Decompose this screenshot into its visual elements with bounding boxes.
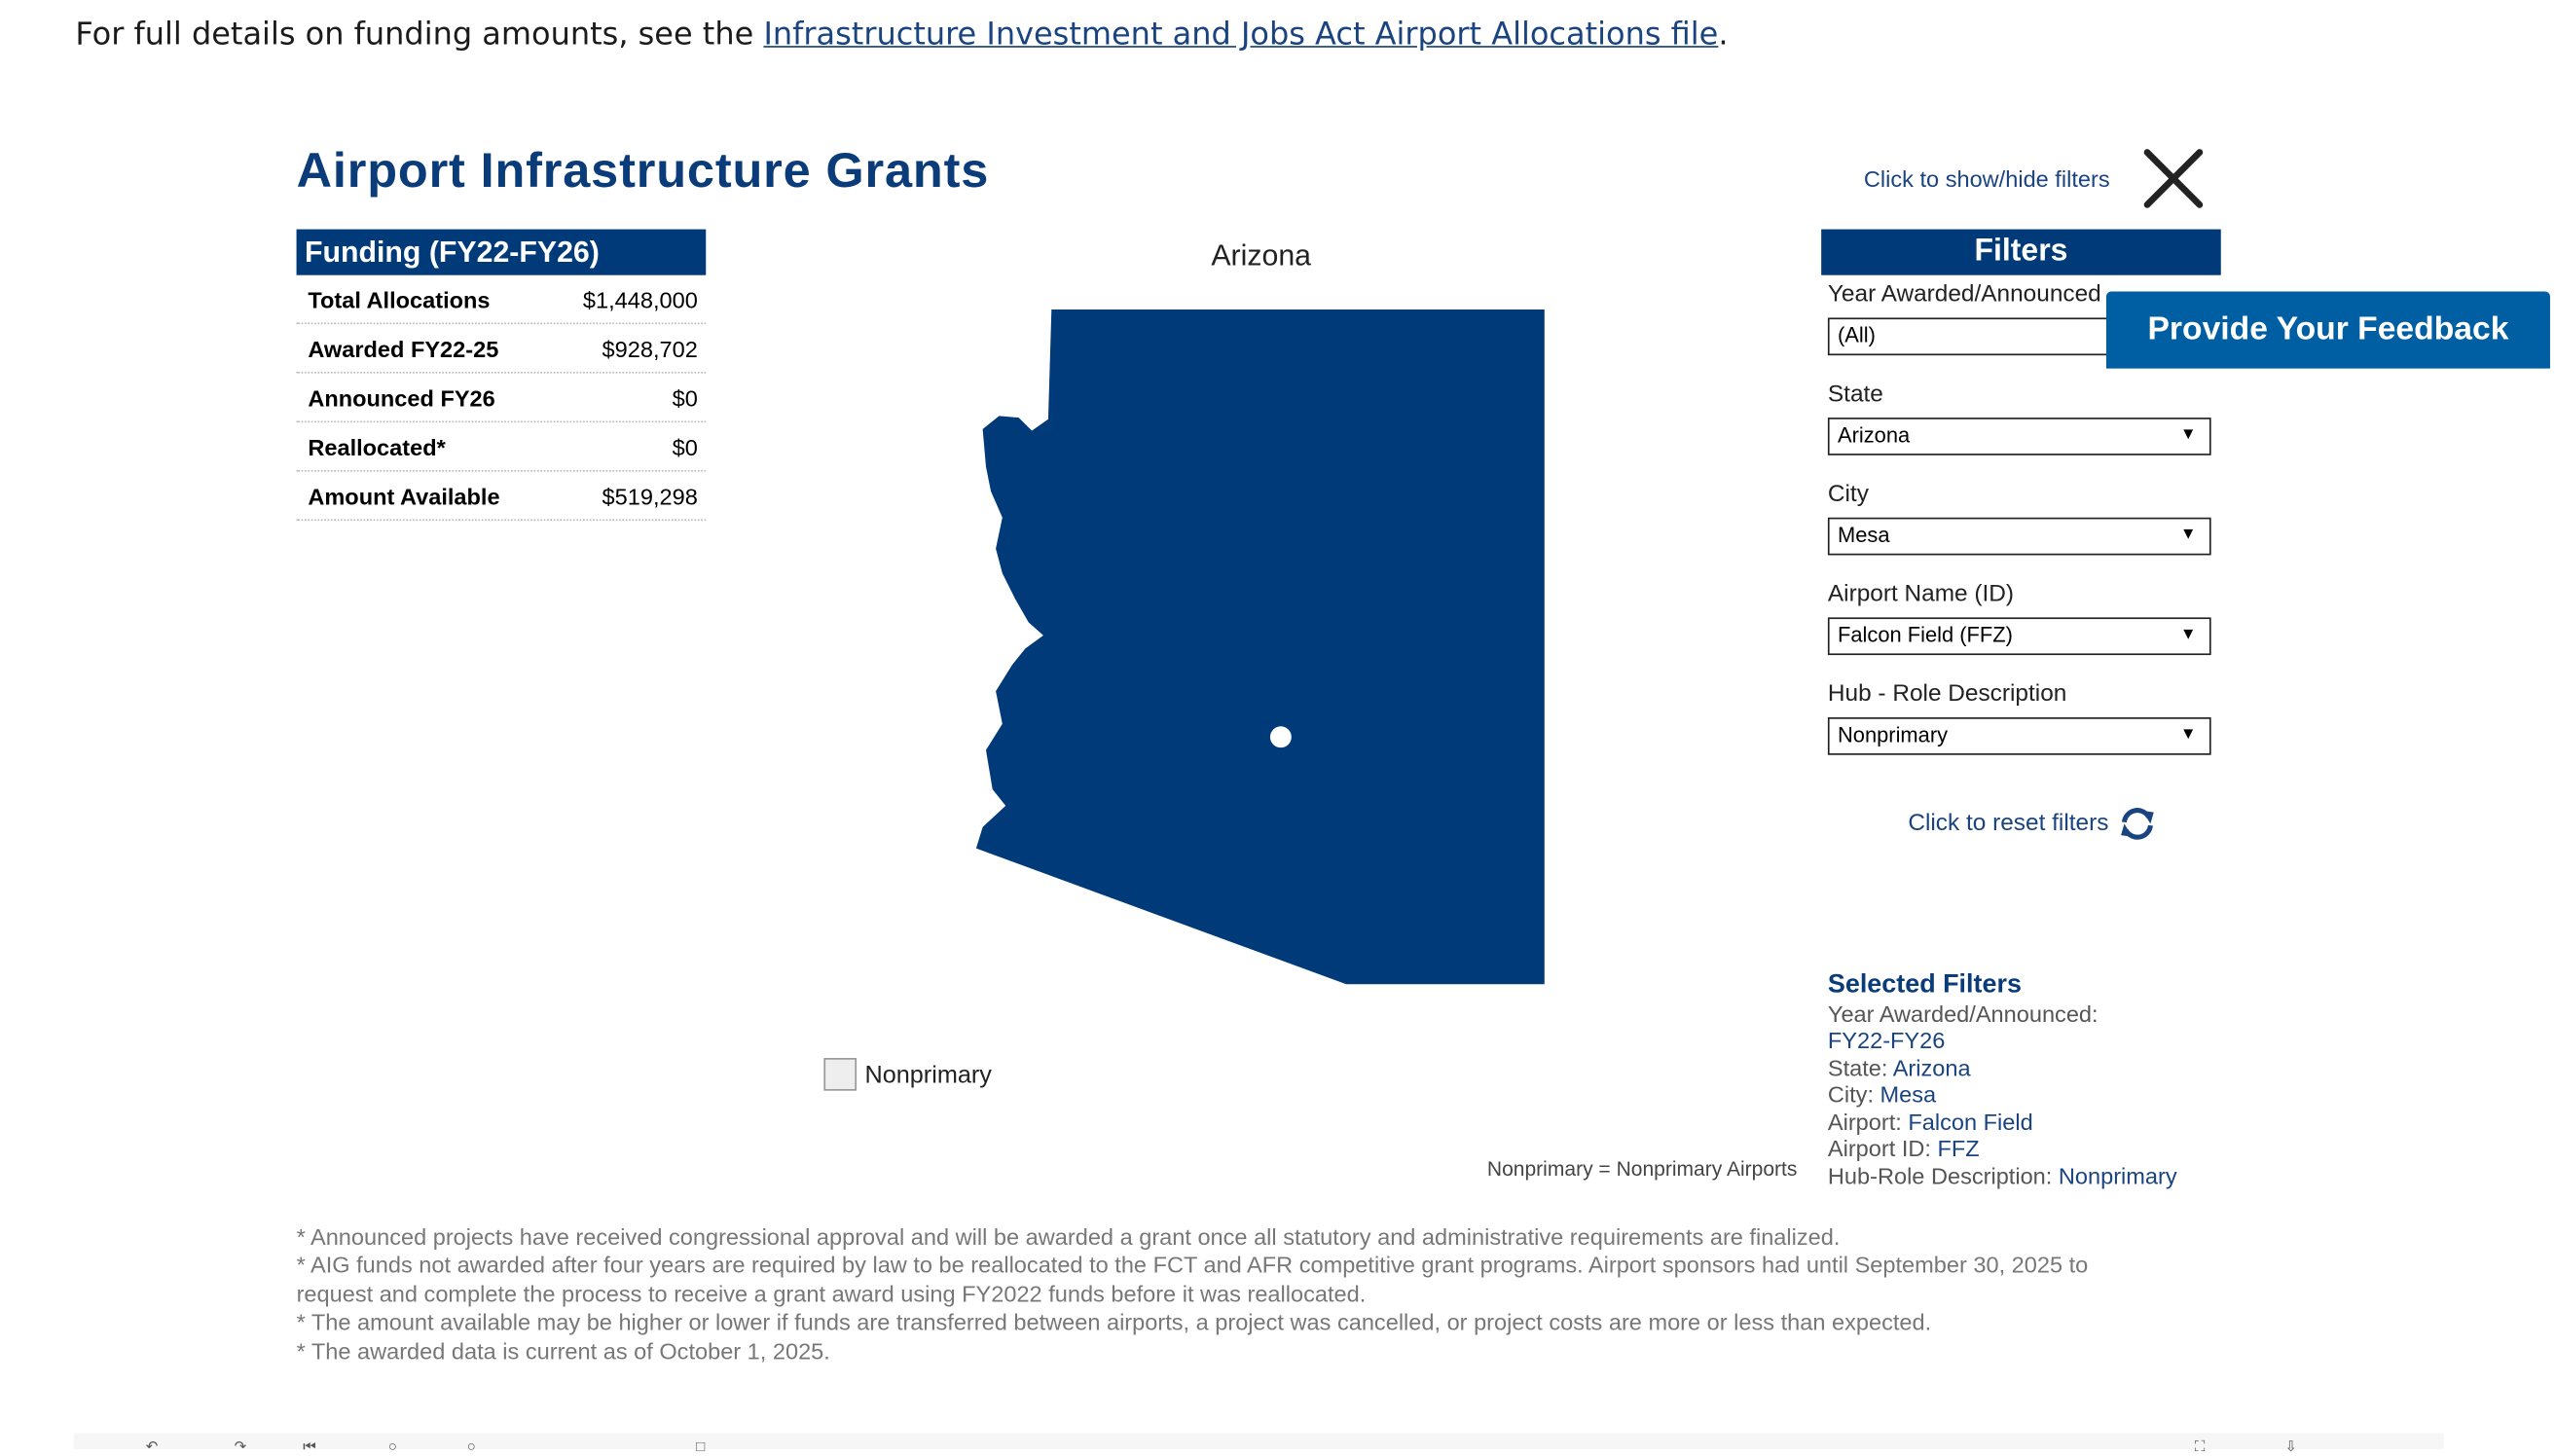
hub-select[interactable]	[1828, 717, 2211, 755]
footnote: * The awarded data is current as of October 1, 2025.	[296, 1337, 830, 1365]
airport-label: Airport Name (ID)	[1827, 581, 2015, 608]
legend-note: Nonprimary = Nonprimary Airports	[1486, 1157, 1798, 1182]
funding-header: Funding (FY22-FY26)	[297, 230, 707, 275]
airport-select[interactable]	[1828, 617, 2211, 655]
selected-filters-title: Selected Filters	[1827, 970, 2022, 1000]
redo-icon[interactable]: ↷	[234, 1438, 247, 1455]
close-icon[interactable]	[2142, 147, 2205, 209]
intro-prefix: For full details on funding amounts, see the	[75, 16, 764, 53]
undo-icon[interactable]: ↶	[145, 1438, 159, 1455]
sel-state-label: State:	[1827, 1053, 1893, 1080]
row-value: $0	[672, 383, 698, 411]
feedback-button[interactable]: Provide Your Feedback	[2106, 292, 2550, 369]
sel-id: FFZ	[1937, 1135, 1980, 1162]
arizona-shape[interactable]	[976, 309, 1545, 984]
intro-end: .	[1718, 16, 1729, 53]
fullscreen-icon[interactable]: ⛶	[2194, 1438, 2206, 1455]
chevron-down-icon: ▼	[2179, 425, 2197, 445]
toggle-filters-link[interactable]: Click to show/hide filters	[1863, 164, 2110, 192]
revert-icon[interactable]: ⏮	[303, 1438, 316, 1455]
footnote: * The amount available may be higher or lower if funds are transferred between airports, a project was cancelled, or project costs are more or less than expected.	[296, 1308, 1932, 1335]
row-value: $1,448,000	[582, 285, 698, 312]
footnote: * AIG funds not awarded after four years are required by law to be reallocated to the FCT and AFR competitive grant programs. Airport sponsors had until September 30, 2025 to request and complete the process to receive a grant award using FY2022 funds before it was reallocated.	[296, 1252, 2089, 1307]
download-icon[interactable]: ⇩	[2284, 1438, 2298, 1455]
sel-year: FY22-FY26	[1827, 1027, 1946, 1053]
footnotes	[297, 1223, 2164, 1365]
sel-id-label: Airport ID:	[1827, 1135, 1938, 1162]
state-label: State	[1827, 382, 1883, 408]
dashboard-title: Airport Infrastructure Grants	[296, 144, 990, 199]
airport-value: Falcon Field (FFZ)	[1837, 622, 2013, 647]
footnote: * Announced projects have received congressional approval and will be awarded a grant once all statutory and administrative requirements are finalized.	[296, 1222, 1841, 1250]
map-title: Arizona	[1211, 238, 1312, 273]
refresh-data-icon[interactable]: ○	[387, 1438, 397, 1455]
row-label: Reallocated*	[308, 433, 446, 459]
city-select[interactable]	[1828, 518, 2211, 556]
share-icon[interactable]: □	[696, 1438, 706, 1455]
legend-label: Nonprimary	[864, 1060, 992, 1089]
sel-hub-label: Hub-Role Description:	[1827, 1161, 2059, 1188]
sel-hub: Nonprimary	[2058, 1161, 2177, 1188]
city-label: City	[1827, 481, 1869, 508]
airport-marker[interactable]	[1270, 726, 1292, 747]
city-value: Mesa	[1837, 522, 1890, 548]
hub-label: Hub - Role Description	[1827, 681, 2067, 708]
year-label: Year Awarded/Announced	[1827, 281, 2101, 309]
sel-airport: Falcon Field	[1908, 1108, 2033, 1135]
row-label: Announced FY26	[308, 383, 495, 411]
selected-filters	[1827, 970, 2177, 1189]
sel-state: Arizona	[1892, 1053, 1971, 1080]
row-value: $928,702	[602, 335, 698, 362]
year-value: (All)	[1837, 322, 1876, 347]
filters-header: Filters	[1821, 230, 2221, 275]
row-value: $519,298	[602, 482, 698, 509]
legend-swatch	[823, 1058, 857, 1091]
sel-year-label: Year Awarded/Announced:	[1827, 1000, 2099, 1027]
sel-city: Mesa	[1880, 1080, 1937, 1108]
row-label: Total Allocations	[308, 285, 491, 312]
hub-value: Nonprimary	[1837, 722, 1949, 747]
sel-city-label: City:	[1827, 1080, 1880, 1108]
state-select[interactable]	[1828, 418, 2211, 455]
chevron-down-icon: ▼	[2179, 526, 2197, 544]
allocations-file-link[interactable]: Infrastructure Investment and Jobs Act Airport Allocations file	[763, 16, 1719, 53]
pause-icon[interactable]: ○	[466, 1438, 476, 1455]
chevron-down-icon: ▼	[2179, 625, 2197, 644]
refresh-icon	[2119, 806, 2158, 842]
row-label: Amount Available	[308, 482, 500, 509]
map-legend	[823, 1058, 992, 1091]
state-value: Arizona	[1837, 422, 1911, 448]
reset-filters-button[interactable]	[1908, 806, 2158, 842]
row-value: $0	[672, 433, 698, 459]
reset-label: Click to reset filters	[1908, 810, 2109, 837]
sel-airport-label: Airport:	[1827, 1108, 1909, 1135]
row-label: Awarded FY22-25	[308, 335, 499, 362]
chevron-down-icon: ▼	[2179, 725, 2197, 744]
